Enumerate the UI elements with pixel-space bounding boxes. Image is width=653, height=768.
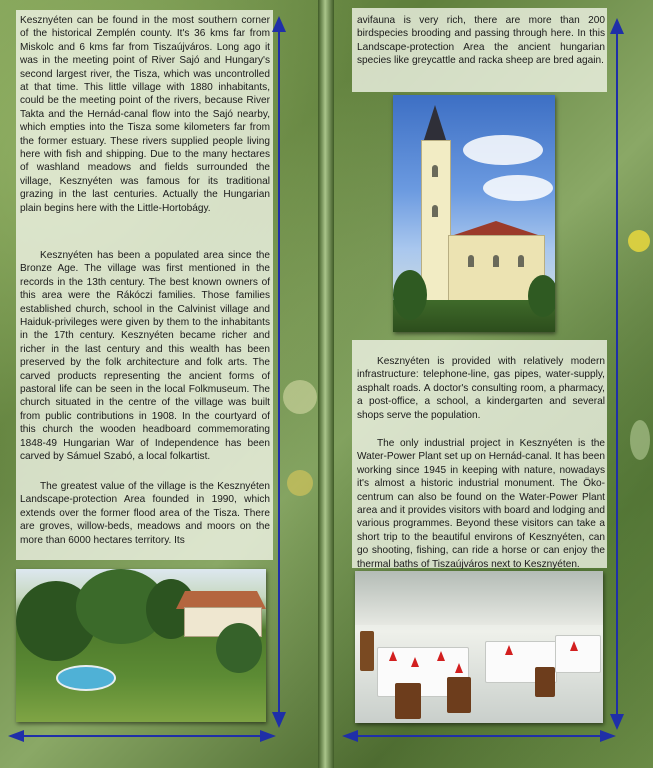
left-vertical-arrow-line (278, 30, 280, 712)
chair (395, 683, 421, 719)
dining-wall (355, 571, 603, 625)
church-window (432, 205, 438, 217)
red-napkin (437, 651, 445, 661)
tree (393, 270, 427, 320)
center-fold (318, 0, 334, 768)
red-napkin (455, 663, 463, 673)
church-window (518, 255, 524, 267)
industry-paragraph: The only industrial project in Kesznyéten is the Water-Power Plant set up on Hernád-canal. It has been working since 1945 in keeping with nature, nowadays it's almost a historic industrial monument. The Öko-centrum can also be found on the Water-Power Plant area and it provides visitors with board and lodging and various programmes. Beyond these visitors can take a short trip to the beautiful environs of Kesznyéten, can go shooting, fishing, can ride a horse or can enjoy the thermal baths of Tiszaújváros next to Kesznyéten. (357, 438, 605, 570)
cloud (483, 175, 553, 201)
right-horizontal-arrow-line (356, 735, 602, 737)
flower-decoration (630, 420, 650, 460)
right-vertical-arrow-line (616, 34, 618, 716)
red-napkin (411, 657, 419, 667)
cloud (463, 135, 543, 165)
church-window (468, 255, 474, 267)
flower-decoration (628, 230, 650, 252)
flower-decoration (287, 470, 313, 496)
arrow-up-icon (610, 18, 624, 34)
landscape-paragraph: The greatest value of the village is the Kesznyéten Landscape-protection Area founded in 1990, which extends over the former flood area of the Tisza. There are groves, willow-beds, meadows and moors on the more than 6000 hectares territory. Its (20, 481, 270, 546)
church-window (493, 255, 499, 267)
church-window (432, 165, 438, 177)
tree (528, 275, 555, 317)
chair (447, 677, 471, 713)
dining-table (555, 635, 601, 673)
avifauna-paragraph: avifauna is very rich, there are more than 200 birdspecies brooding and passing through here. In this Landscape-protection Area the ancient hungarian species like greycattle and racka sheep are bred again. (357, 15, 605, 67)
chair (360, 631, 374, 671)
church-spire (423, 105, 447, 143)
left-horizontal-arrow-line (22, 735, 262, 737)
flower-decoration (283, 380, 317, 414)
tree (216, 623, 262, 673)
intro-paragraph: Kesznyéten can be found in the most southern corner of the historical Zemplén county. It's 36 kms far from Miskolc and 6 kms far from Tiszaújváros. Long ago it was in the meeting point of River Sajó and Hungary's second largest river, the Tisza, which was uncontrolled at that time. This little village with 1880 inhabitants, could be the meeting point of the rivers, because River Takta and the Hernád-canal flow into the Sajó nearby, which empties into the Tisza some kilometers far from the former estuary. These rivers supplied people living here with fish and shipping. Due to the many hectares of washland meadows and fields surrounded the village, Kesznyéten was famous for its traditional grazing in the last centuries. Actually the Hungarian plain begins here with the Little-Hortobágy. (20, 15, 270, 214)
arrow-down-icon (272, 712, 286, 728)
red-napkin (389, 651, 397, 661)
arrow-right-icon (600, 730, 616, 742)
arrow-left-icon (342, 730, 358, 742)
infrastructure-paragraph: Kesznyéten is provided with relatively modern infrastructure: telephone-line, gas pipes, water-supply, asphalt roads. A doctor's consulting room, a pharmacy, a post-office, a school, a kindergarten and several shops serve the population. (357, 356, 605, 421)
arrow-right-icon (260, 730, 276, 742)
pool (56, 665, 116, 691)
church-photo (393, 95, 555, 332)
red-napkin (570, 641, 578, 651)
arrow-up-icon (272, 16, 286, 32)
village-garden-photo (16, 569, 266, 722)
red-napkin (505, 645, 513, 655)
history-paragraph: Kesznyéten has been a populated area since the Bronze Age. The village was first mentioned in the records in the 13th century. The best known owners of this area were the Rákóczi families. Those families established church, school in the Calvinist village and Haiduk-privileges were given by them to the inhabitants in the 17th century. Kesznyéten became richer and richer in the last century and this wealth has been preserved by the folk architecture and folk arts. The carved products representing the ancient forms of pastoral life can be seen in the local Folkmuseum. The church situated in the centre of the village was built from public contributions in 1908. In the courtyard of this church the wooden headboard commemorating 1848-49 Hungarian War of Independence has been carved by Sámuel Szabó, a local folkartist. (20, 250, 270, 463)
dining-room-photo (355, 571, 603, 723)
arrow-down-icon (610, 714, 624, 730)
chair (535, 667, 555, 697)
arrow-left-icon (8, 730, 24, 742)
